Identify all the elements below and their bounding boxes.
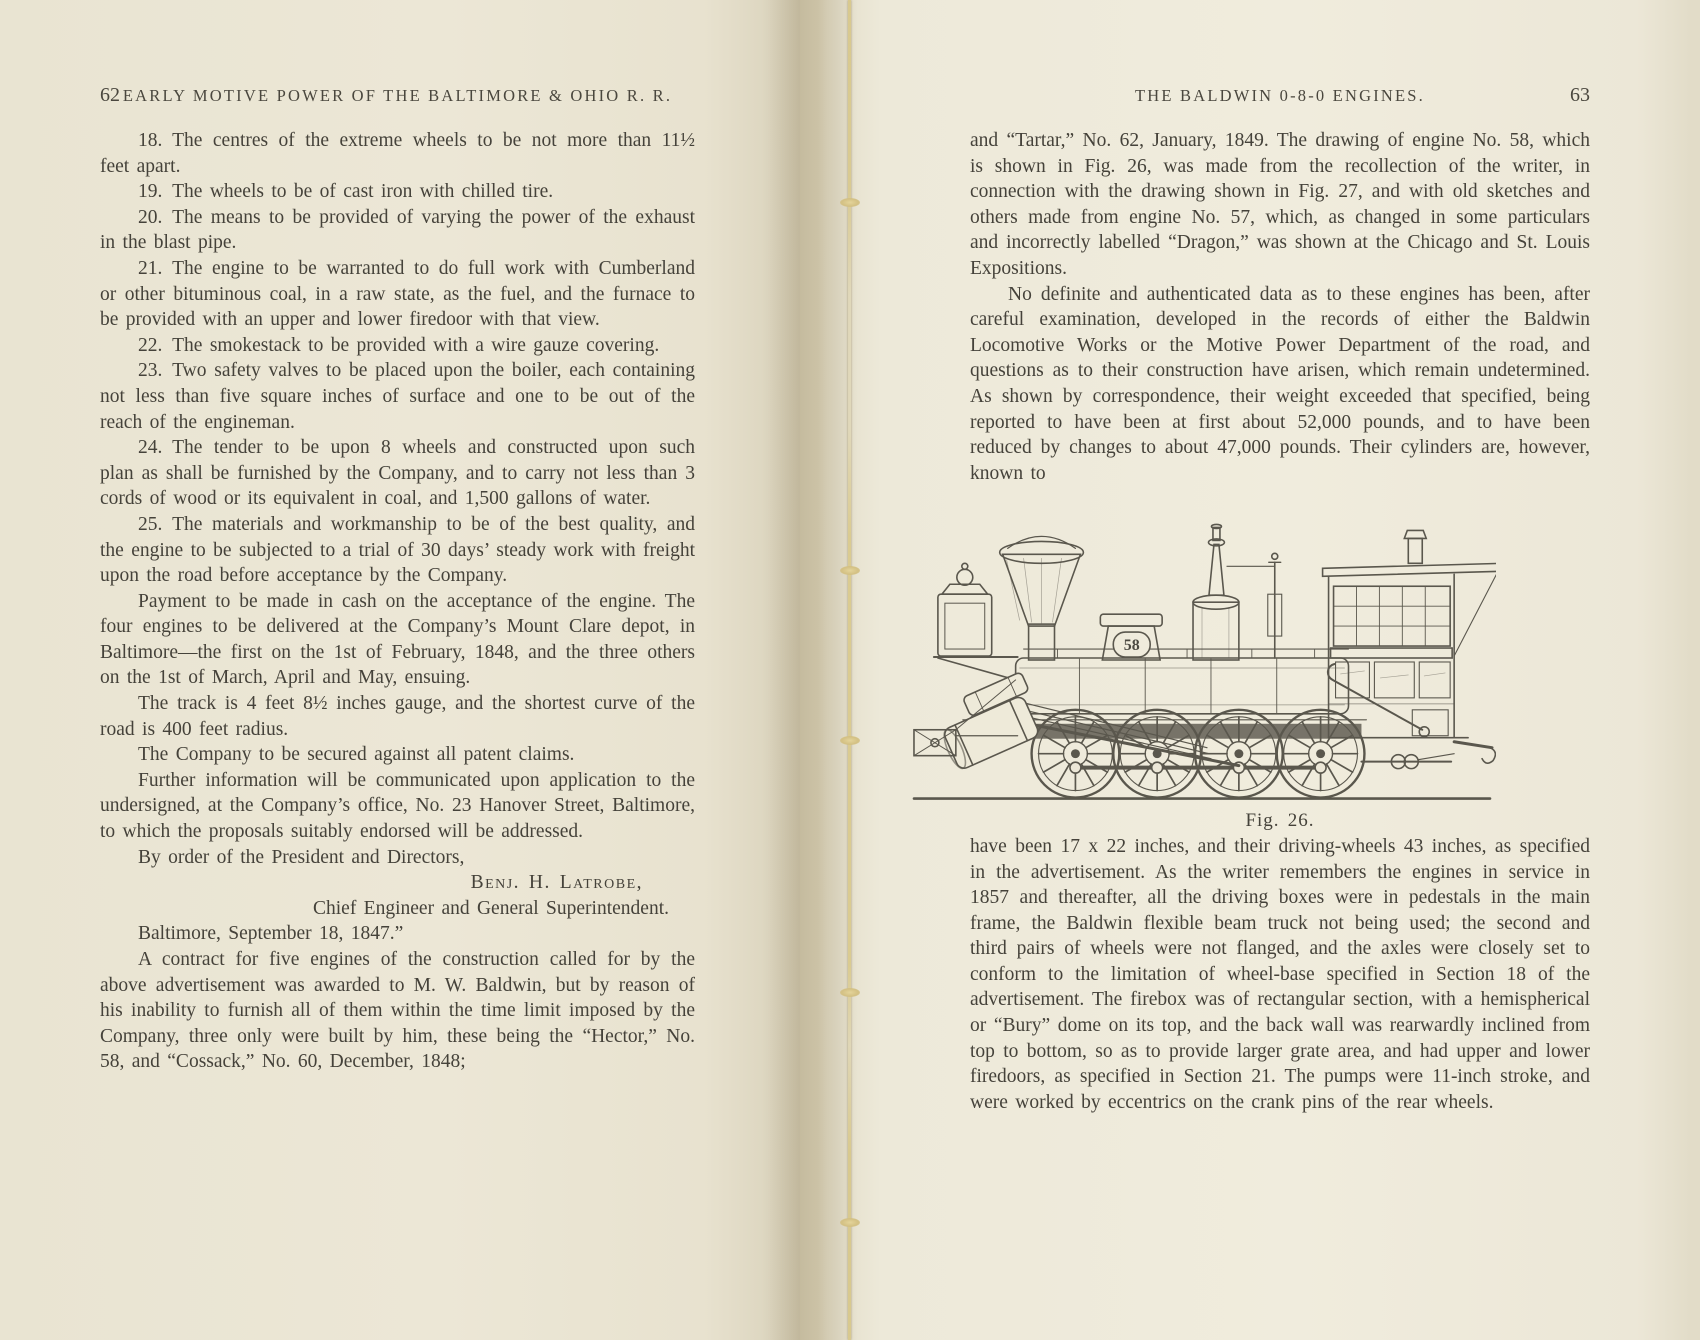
locomotive-illustration (908, 508, 1496, 808)
paragraph: 23. Two safety valves to be placed upon the boiler, each containing not less than five square inches of surface and one to be out of the reach of the engineman. (100, 360, 695, 433)
paragraph: By order of the President and Directors, (138, 846, 465, 868)
paragraph: The Company to be secured against all patent claims. (138, 744, 575, 766)
right-page (800, 0, 1700, 1340)
paragraph: 20. The means to be provided of varying the power of the exhaust in the blast pipe. (100, 206, 695, 254)
paragraph: have been 17 x 22 inches, and their driving-wheels 43 inches, as specified in the advertisement. As the writer remembers the engines in service in 1857 and thereafter, all the driving boxes were in pedestals in the main frame, the Baldwin flexible beam truck not being used; the second and third pairs of wheels were not flanged, and the axles were closely set to conform to the limitation of wheel-base specified in Section 18 of the advertisement. The firebox was of rectangular section, with a hemispherical or “Bury” dome on its top, and the back wall was rearwardly inclined from top to bottom, so as to provide larger grate area, and had upper and lower firedoors, as specified in Section 21. The pumps were 11-inch stroke, and were worked by eccentrics on the crank pins of the rear wheels. (970, 835, 1590, 1113)
left-page (0, 0, 800, 1340)
paragraph: and “Tartar,” No. 62, January, 1849. The drawing of engine No. 58, which is shown in Fig. 26, was made from the recollection of the writer, in connection with the drawing shown in Fig. 27, and with old sketches and others made from engine No. 57, which, as changed in some particulars and incorrectly labelled “Dragon,” was shown at the Chicago and St. Louis Expositions. (970, 130, 1590, 279)
driving-wheels (1032, 710, 1365, 798)
signature-dateline: Baltimore, September 18, 1847.” (138, 923, 404, 945)
figure-26 (908, 508, 1496, 808)
paragraph: 18. The centres of the extreme wheels to be not more than 11½ feet apart. (100, 130, 695, 177)
left-page-body (100, 128, 695, 1075)
signature-name: Benj. H. Latrobe, (470, 872, 643, 894)
paragraph: 21. The engine to be warranted to do full work with Cumberland or other bituminous coal, in a raw state, as the fuel, and the furnace to be provided with an upper and lower firedoor with that view. (100, 257, 695, 331)
running-head-right (970, 86, 1590, 112)
paragraph: 22. The smokestack to be provided with a wire gauze covering. (138, 334, 660, 356)
paragraph: 19. The wheels to be of cast iron with chilled tire. (138, 181, 554, 203)
driving-wheel (1277, 710, 1365, 798)
figure-caption: Fig. 26. (1245, 810, 1315, 832)
running-head-left (100, 86, 695, 112)
paragraph: The track is 4 feet 8½ inches gauge, and the shortest curve of the road is 400 feet radius. (100, 693, 695, 740)
engine-number-plate: 58 (1123, 637, 1140, 655)
page-number-right: 63 (1570, 84, 1590, 106)
running-head-left-title: EARLY MOTIVE POWER OF THE BALTIMORE & OHIO R. R. (122, 86, 673, 105)
paragraph: 25. The materials and workmanship to be of the best quality, and the engine to be subjected to a trial of 30 days’ steady work with freight upon the road before acceptance by the Company. (100, 513, 695, 587)
right-page-body (970, 128, 1590, 1115)
page-number-left: 62 (100, 84, 120, 106)
paragraph: Further information will be communicated upon application to the undersigned, at the Company’s office, No. 23 Hanover Street, Baltimore, to which the proposals suitably endorsed will be addressed. (100, 769, 695, 843)
inclined-cylinder (931, 672, 1048, 772)
paragraph: No definite and authenticated data as to these engines has been, after careful examination, developed in the records of either the Baldwin Locomotive Works or the Motive Power Department of the road, and questions as to their construction have arisen, which remain undetermined. As shown by correspondence, their weight exceeded that specified, being reported to have been at first about 52,000 pounds, and to have been reduced by changes to about 47,000 pounds. Their cylinders are, however, known to (970, 283, 1590, 484)
headlamp (934, 564, 1018, 681)
sand-dome (1100, 614, 1162, 660)
paragraph: Payment to be made in cash on the acceptance of the engine. The four engines to be delivered at the Company’s Mount Clare depot, in Baltimore—the first on the 1st of February, 1848, and the three others on the 1st of March, April and May, ensuing. (100, 590, 695, 689)
steam-dome (1193, 525, 1239, 661)
boiler (1016, 649, 1349, 714)
smokestack (1000, 537, 1084, 661)
paragraph: 24. The tender to be upon 8 wheels and constructed upon such plan as shall be furnished by the Company, and to carry not less than 3 cords of wood or its equivalent in coal, and 1,500 gallons of water. (100, 437, 695, 510)
closing-paragraph: A contract for five engines of the construction called for by the above advertisement was awarded to M. W. Baldwin, but by reason of his inability to furnish all of them within the time limit imposed by the Company, three only were built by him, these being the “Hector,” No. 58, and “Cossack,” No. 60, December, 1848; (100, 949, 695, 1073)
signature-title: Chief Engineer and General Superintendent. (312, 897, 669, 919)
running-head-right-title: THE BALDWIN 0-8-0 ENGINES. (1135, 86, 1425, 105)
